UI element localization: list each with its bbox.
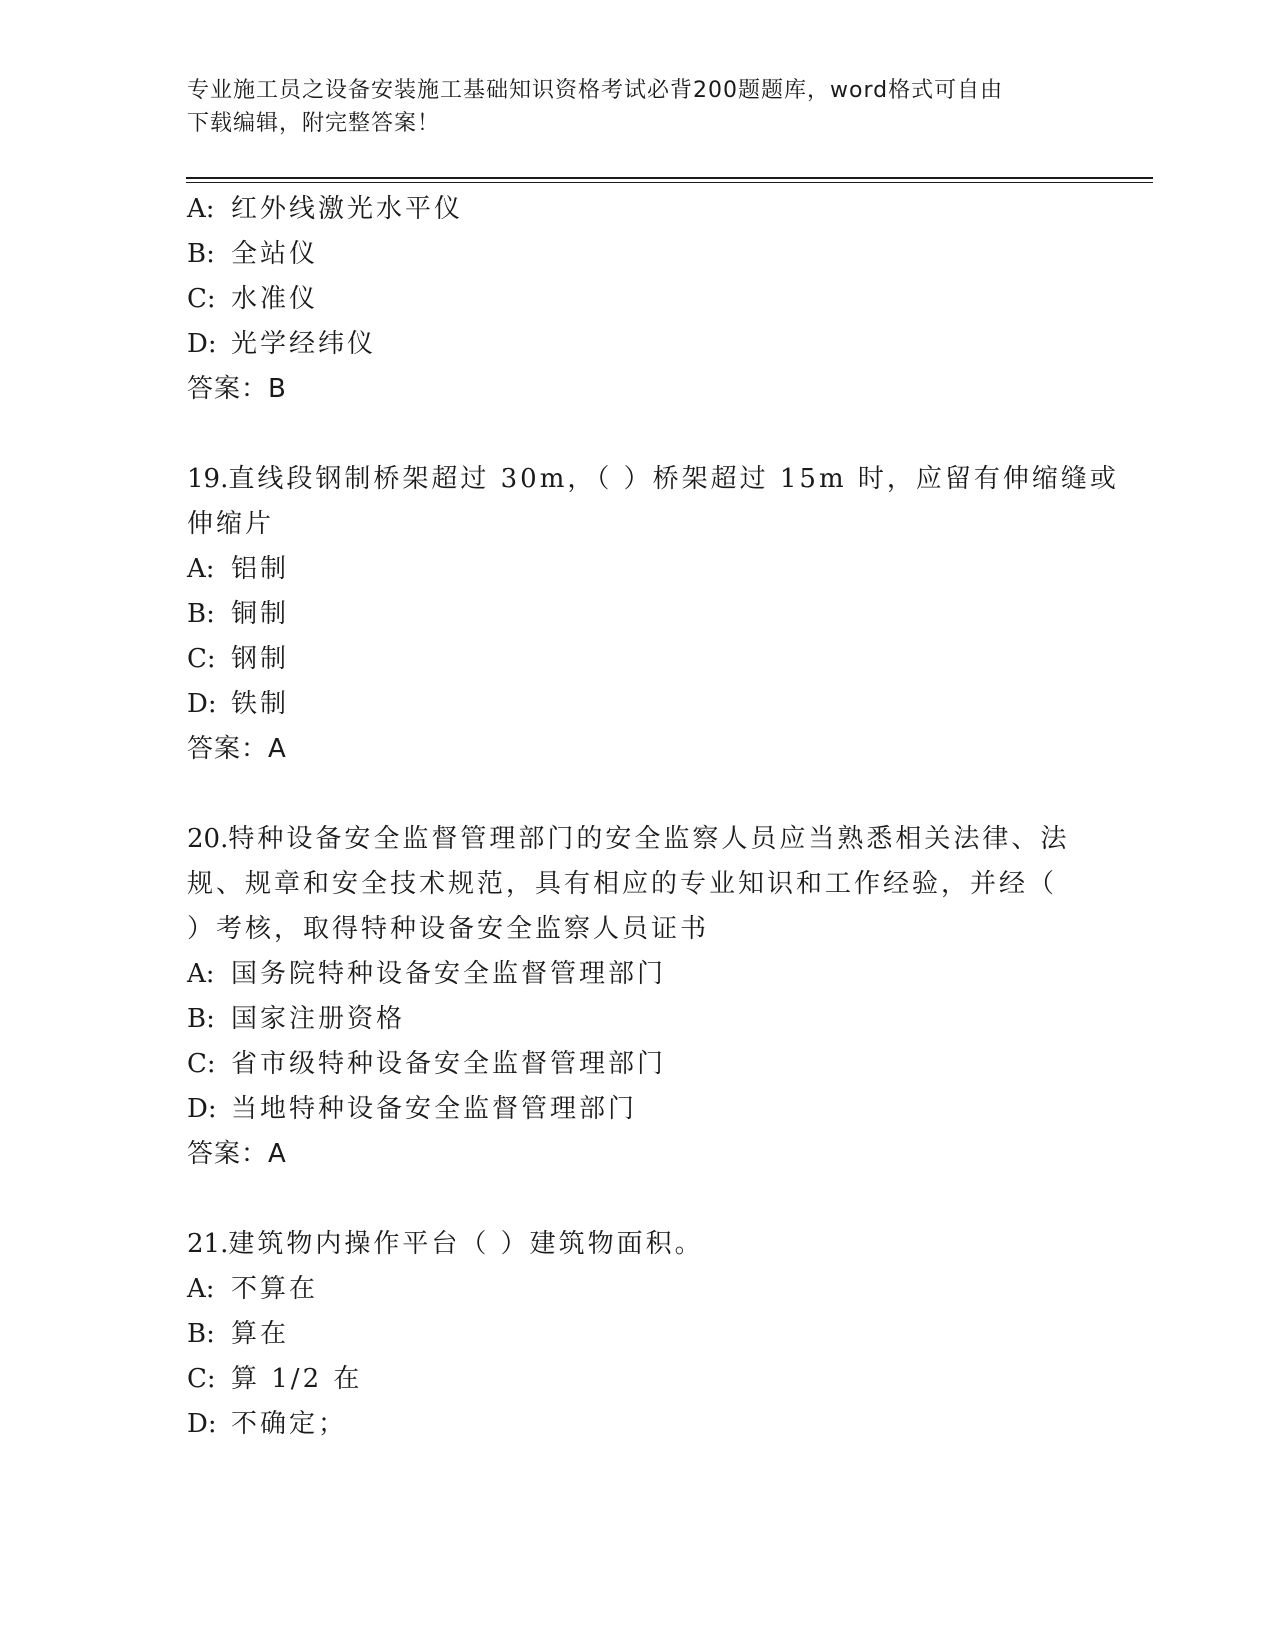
q20-option-d: D: 当地特种设备安全监督管理部门 [187, 1094, 638, 1124]
q21-option-d: D: 不确定； [187, 1409, 348, 1439]
header-line-2: 下载编辑，附完整答案！ [187, 111, 441, 136]
q21-number: 21. [187, 1229, 229, 1259]
q20-number: 20. [187, 824, 229, 854]
q19-option-b: B: 铜制 [187, 599, 290, 629]
q19-option-c: C: 钢制 [187, 644, 290, 674]
q20-option-b: B: 国家注册资格 [187, 1004, 406, 1034]
document-header [187, 74, 1087, 140]
q18-option-b: B: 全站仪 [187, 239, 319, 269]
header-divider-thick [186, 177, 1153, 179]
q21-option-a: A: 不算在 [187, 1274, 319, 1304]
q20-stem-line-3: ）考核，取得特种设备安全监察人员证书 [187, 914, 710, 944]
q19-answer: 答案：A [187, 734, 287, 764]
q21-stem-line-1: 21.建筑物内操作平台（ ）建筑物面积。 [187, 1229, 704, 1259]
q20-option-c: C: 省市级特种设备安全监督管理部门 [187, 1049, 667, 1079]
q19-stem-line-2: 伸缩片 [187, 509, 275, 539]
q18-answer: 答案：B [187, 374, 287, 404]
q19-option-d: D: 铁制 [187, 689, 290, 719]
q20-stem-line-1: 20.特种设备安全监督管理部门的安全监察人员应当熟悉相关法律、法 [187, 824, 1070, 854]
header-divider-thin [186, 182, 1153, 183]
q18-option-c: C: 水准仪 [187, 284, 319, 314]
q20-stem-line-2: 规、规章和安全技术规范，具有相应的专业知识和工作经验，并经（ [187, 869, 1058, 899]
q21-option-b: B: 算在 [187, 1319, 290, 1349]
q18-option-a: A: 红外线激光水平仪 [187, 194, 464, 224]
q20-option-a: A: 国务院特种设备安全监督管理部门 [187, 959, 667, 989]
q19-stem-line-1: 19.直线段钢制桥架超过 30m，（ ）桥架超过 15m 时，应留有伸缩缝或 [187, 464, 1119, 494]
q18-option-d: D: 光学经纬仪 [187, 329, 377, 359]
q21-option-c: C: 算 1/2 在 [187, 1364, 363, 1394]
q19-option-a: A: 铝制 [187, 554, 290, 584]
q20-answer: 答案：A [187, 1139, 287, 1169]
header-line-1: 专业施工员之设备安装施工基础知识资格考试必背200题题库，word格式可自由 [187, 78, 1004, 103]
q19-number: 19. [187, 464, 229, 494]
